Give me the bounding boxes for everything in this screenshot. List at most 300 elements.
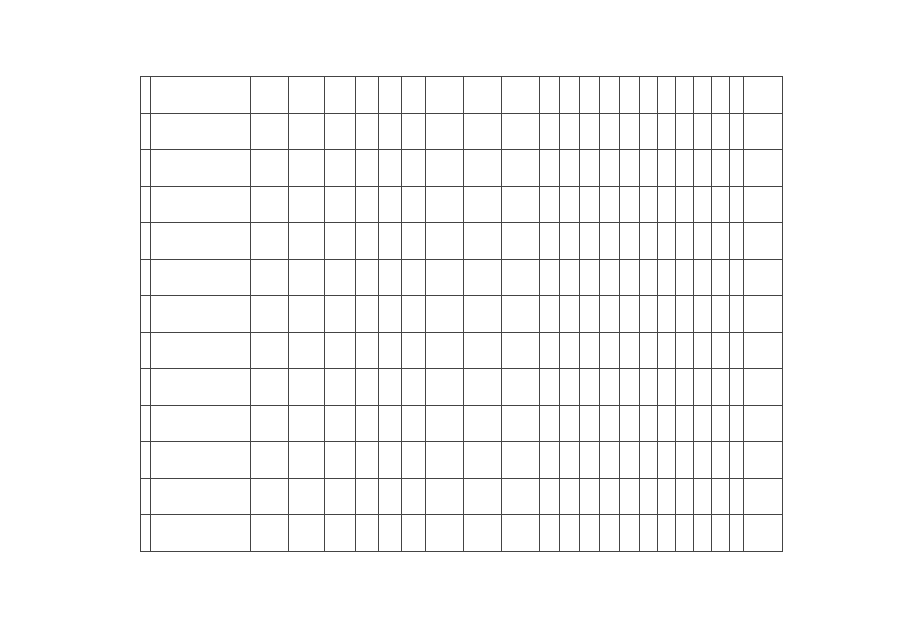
cell-col-19 — [676, 442, 694, 479]
cell-col-22 — [730, 332, 744, 369]
cell-col-14 — [580, 296, 600, 333]
cell-col-12 — [540, 150, 560, 187]
cell-col-22 — [730, 369, 744, 406]
cell-col-13 — [560, 332, 580, 369]
cell-col-19 — [676, 113, 694, 150]
cell-col-17 — [640, 515, 658, 552]
cell-col-21 — [712, 515, 730, 552]
cell-col-15 — [600, 223, 620, 260]
cell-col-18 — [658, 478, 676, 515]
cell-col-10 — [464, 515, 502, 552]
cell-row-number — [141, 150, 151, 187]
cell-col-10 — [464, 332, 502, 369]
cell-col-13 — [560, 113, 580, 150]
cell-col-8 — [402, 186, 426, 223]
cell-col-10 — [464, 186, 502, 223]
cell-category — [251, 369, 289, 406]
cell-col-10 — [464, 369, 502, 406]
cell-col-5 — [325, 150, 356, 187]
cell-col-15 — [600, 77, 620, 114]
cell-col-7 — [379, 186, 402, 223]
cell-col-15 — [600, 405, 620, 442]
cell-category — [251, 478, 289, 515]
cell-col-6 — [356, 223, 379, 260]
cell-col-12 — [540, 113, 560, 150]
cell-description — [289, 77, 325, 114]
cell-col-9 — [426, 515, 464, 552]
cell-col-5 — [325, 259, 356, 296]
cell-col-19 — [676, 259, 694, 296]
cell-category — [251, 223, 289, 260]
cell-row-number — [141, 332, 151, 369]
cell-col-12 — [540, 259, 560, 296]
cell-col-16 — [620, 186, 640, 223]
cell-col-19 — [676, 405, 694, 442]
cell-col-18 — [658, 405, 676, 442]
cell-col-6 — [356, 478, 379, 515]
cell-col-22 — [730, 150, 744, 187]
cell-address — [151, 369, 251, 406]
cell-col-23 — [744, 77, 783, 114]
cell-col-21 — [712, 223, 730, 260]
cell-col-7 — [379, 259, 402, 296]
cell-col-15 — [600, 259, 620, 296]
cell-description — [289, 478, 325, 515]
cell-col-16 — [620, 113, 640, 150]
cell-address — [151, 442, 251, 479]
cell-col-20 — [694, 77, 712, 114]
cell-col-19 — [676, 369, 694, 406]
cell-col-9 — [426, 259, 464, 296]
cell-col-21 — [712, 405, 730, 442]
cell-col-16 — [620, 150, 640, 187]
cell-col-20 — [694, 259, 712, 296]
cell-col-16 — [620, 296, 640, 333]
cell-col-14 — [580, 332, 600, 369]
cell-col-9 — [426, 442, 464, 479]
cell-col-17 — [640, 478, 658, 515]
cell-col-14 — [580, 113, 600, 150]
cell-col-12 — [540, 442, 560, 479]
cell-col-11 — [502, 405, 540, 442]
cell-col-11 — [502, 332, 540, 369]
cell-col-5 — [325, 478, 356, 515]
cell-col-14 — [580, 186, 600, 223]
cell-address — [151, 405, 251, 442]
cell-col-9 — [426, 186, 464, 223]
cell-col-19 — [676, 515, 694, 552]
cell-description — [289, 369, 325, 406]
cell-col-11 — [502, 369, 540, 406]
cell-category — [251, 259, 289, 296]
cell-col-21 — [712, 369, 730, 406]
cell-col-10 — [464, 442, 502, 479]
cell-col-5 — [325, 405, 356, 442]
cell-col-6 — [356, 296, 379, 333]
cell-col-13 — [560, 259, 580, 296]
cell-col-7 — [379, 442, 402, 479]
cell-row-number — [141, 186, 151, 223]
cell-col-12 — [540, 515, 560, 552]
cell-col-8 — [402, 296, 426, 333]
cell-col-11 — [502, 113, 540, 150]
cell-col-14 — [580, 478, 600, 515]
cell-col-18 — [658, 296, 676, 333]
cell-col-11 — [502, 150, 540, 187]
cell-col-17 — [640, 223, 658, 260]
cell-col-22 — [730, 515, 744, 552]
cell-col-12 — [540, 369, 560, 406]
cell-row-number — [141, 369, 151, 406]
cell-col-16 — [620, 405, 640, 442]
cell-category — [251, 77, 289, 114]
cell-col-13 — [560, 369, 580, 406]
cell-row-number — [141, 296, 151, 333]
table-row — [141, 369, 783, 406]
cell-col-20 — [694, 332, 712, 369]
cell-category — [251, 113, 289, 150]
cell-col-13 — [560, 442, 580, 479]
cell-col-10 — [464, 296, 502, 333]
cell-col-19 — [676, 296, 694, 333]
cell-col-18 — [658, 150, 676, 187]
cell-col-8 — [402, 150, 426, 187]
cell-col-19 — [676, 186, 694, 223]
cell-col-14 — [580, 150, 600, 187]
cell-col-14 — [580, 77, 600, 114]
cell-col-18 — [658, 369, 676, 406]
cell-col-12 — [540, 405, 560, 442]
cell-col-6 — [356, 332, 379, 369]
cell-col-22 — [730, 478, 744, 515]
cell-col-19 — [676, 332, 694, 369]
cell-col-10 — [464, 150, 502, 187]
cell-col-23 — [744, 369, 783, 406]
cell-col-21 — [712, 113, 730, 150]
cell-col-22 — [730, 296, 744, 333]
table-row — [141, 150, 783, 187]
cell-col-6 — [356, 369, 379, 406]
cell-col-14 — [580, 515, 600, 552]
cell-col-9 — [426, 405, 464, 442]
cell-col-10 — [464, 223, 502, 260]
cell-col-23 — [744, 478, 783, 515]
cell-col-22 — [730, 223, 744, 260]
cell-col-18 — [658, 442, 676, 479]
cell-col-7 — [379, 405, 402, 442]
cell-col-21 — [712, 332, 730, 369]
cell-col-14 — [580, 369, 600, 406]
cell-col-8 — [402, 259, 426, 296]
cell-col-19 — [676, 478, 694, 515]
cell-col-6 — [356, 515, 379, 552]
cell-col-11 — [502, 515, 540, 552]
cell-row-number — [141, 515, 151, 552]
cell-col-5 — [325, 77, 356, 114]
cell-col-5 — [325, 442, 356, 479]
cell-col-13 — [560, 296, 580, 333]
cell-col-12 — [540, 296, 560, 333]
cell-col-6 — [356, 259, 379, 296]
cell-col-21 — [712, 296, 730, 333]
cell-col-13 — [560, 186, 580, 223]
register-table-body — [141, 77, 783, 552]
cell-col-8 — [402, 223, 426, 260]
cell-col-5 — [325, 369, 356, 406]
cell-col-20 — [694, 296, 712, 333]
cell-col-23 — [744, 296, 783, 333]
cell-col-8 — [402, 369, 426, 406]
cell-col-21 — [712, 478, 730, 515]
cell-col-6 — [356, 405, 379, 442]
cell-col-18 — [658, 113, 676, 150]
cell-col-18 — [658, 332, 676, 369]
cell-col-19 — [676, 77, 694, 114]
cell-col-13 — [560, 478, 580, 515]
table-row — [141, 442, 783, 479]
cell-address — [151, 223, 251, 260]
cell-category — [251, 332, 289, 369]
table-row — [141, 478, 783, 515]
cell-row-number — [141, 442, 151, 479]
cell-address — [151, 186, 251, 223]
cell-col-22 — [730, 77, 744, 114]
cell-col-18 — [658, 259, 676, 296]
cell-row-number — [141, 223, 151, 260]
cell-col-18 — [658, 223, 676, 260]
cell-col-7 — [379, 223, 402, 260]
cell-col-16 — [620, 515, 640, 552]
cell-col-7 — [379, 515, 402, 552]
cell-col-18 — [658, 77, 676, 114]
cell-col-11 — [502, 223, 540, 260]
cell-col-22 — [730, 186, 744, 223]
cell-col-11 — [502, 259, 540, 296]
cell-col-22 — [730, 113, 744, 150]
cell-col-14 — [580, 259, 600, 296]
cell-col-10 — [464, 405, 502, 442]
cell-col-16 — [620, 442, 640, 479]
cell-col-12 — [540, 478, 560, 515]
table-row — [141, 515, 783, 552]
cell-row-number — [141, 77, 151, 114]
cell-col-15 — [600, 113, 620, 150]
cell-col-20 — [694, 515, 712, 552]
cell-description — [289, 515, 325, 552]
cell-col-5 — [325, 296, 356, 333]
cell-col-7 — [379, 332, 402, 369]
cell-col-23 — [744, 223, 783, 260]
cell-col-8 — [402, 113, 426, 150]
cell-col-16 — [620, 332, 640, 369]
cell-col-14 — [580, 442, 600, 479]
cell-category — [251, 150, 289, 187]
cell-col-11 — [502, 296, 540, 333]
cell-col-16 — [620, 223, 640, 260]
cell-col-13 — [560, 515, 580, 552]
cell-col-15 — [600, 150, 620, 187]
cell-col-12 — [540, 77, 560, 114]
table-row — [141, 77, 783, 114]
cell-description — [289, 296, 325, 333]
cell-col-14 — [580, 405, 600, 442]
cell-category — [251, 515, 289, 552]
cell-col-9 — [426, 478, 464, 515]
cell-description — [289, 332, 325, 369]
cell-col-7 — [379, 150, 402, 187]
table-row — [141, 223, 783, 260]
cell-row-number — [141, 478, 151, 515]
cell-col-20 — [694, 186, 712, 223]
cell-address — [151, 296, 251, 333]
table-row — [141, 113, 783, 150]
cell-col-13 — [560, 150, 580, 187]
cell-col-6 — [356, 442, 379, 479]
cell-description — [289, 442, 325, 479]
cell-col-21 — [712, 150, 730, 187]
cell-address — [151, 113, 251, 150]
cell-col-17 — [640, 77, 658, 114]
cell-col-5 — [325, 113, 356, 150]
cell-row-number — [141, 405, 151, 442]
cell-col-8 — [402, 405, 426, 442]
cell-col-20 — [694, 369, 712, 406]
cell-col-10 — [464, 113, 502, 150]
cell-col-23 — [744, 405, 783, 442]
cell-col-15 — [600, 186, 620, 223]
cell-col-7 — [379, 296, 402, 333]
cell-description — [289, 405, 325, 442]
cell-col-11 — [502, 442, 540, 479]
cell-col-7 — [379, 478, 402, 515]
table-row — [141, 186, 783, 223]
cell-description — [289, 223, 325, 260]
cell-col-7 — [379, 77, 402, 114]
cell-col-17 — [640, 296, 658, 333]
cell-col-22 — [730, 405, 744, 442]
register-table — [140, 76, 783, 552]
cell-col-14 — [580, 223, 600, 260]
cell-col-11 — [502, 478, 540, 515]
cell-col-5 — [325, 515, 356, 552]
cell-col-6 — [356, 77, 379, 114]
cell-col-16 — [620, 478, 640, 515]
cell-col-20 — [694, 223, 712, 260]
cell-address — [151, 150, 251, 187]
cell-col-8 — [402, 478, 426, 515]
cell-col-23 — [744, 442, 783, 479]
cell-col-8 — [402, 515, 426, 552]
cell-col-17 — [640, 405, 658, 442]
cell-col-10 — [464, 478, 502, 515]
cell-col-15 — [600, 332, 620, 369]
cell-col-20 — [694, 442, 712, 479]
cell-description — [289, 259, 325, 296]
cell-col-17 — [640, 186, 658, 223]
cell-col-10 — [464, 259, 502, 296]
cell-col-17 — [640, 442, 658, 479]
cell-col-17 — [640, 150, 658, 187]
cell-col-23 — [744, 113, 783, 150]
cell-col-13 — [560, 405, 580, 442]
table-row — [141, 259, 783, 296]
cell-description — [289, 113, 325, 150]
cell-col-18 — [658, 515, 676, 552]
cell-col-23 — [744, 332, 783, 369]
cell-col-16 — [620, 77, 640, 114]
cell-col-9 — [426, 296, 464, 333]
cell-address — [151, 259, 251, 296]
cell-col-17 — [640, 113, 658, 150]
cell-col-20 — [694, 150, 712, 187]
cell-row-number — [141, 113, 151, 150]
cell-col-15 — [600, 369, 620, 406]
cell-col-11 — [502, 77, 540, 114]
cell-col-7 — [379, 113, 402, 150]
cell-col-9 — [426, 113, 464, 150]
cell-col-9 — [426, 77, 464, 114]
cell-description — [289, 186, 325, 223]
cell-col-19 — [676, 223, 694, 260]
cell-col-18 — [658, 186, 676, 223]
cell-col-23 — [744, 259, 783, 296]
cell-address — [151, 332, 251, 369]
cell-address — [151, 515, 251, 552]
cell-col-5 — [325, 223, 356, 260]
cell-col-23 — [744, 515, 783, 552]
cell-col-15 — [600, 296, 620, 333]
cell-col-22 — [730, 442, 744, 479]
cell-col-17 — [640, 369, 658, 406]
cell-col-16 — [620, 369, 640, 406]
cell-col-21 — [712, 259, 730, 296]
cell-col-16 — [620, 259, 640, 296]
cell-col-20 — [694, 113, 712, 150]
cell-col-17 — [640, 332, 658, 369]
cell-col-6 — [356, 150, 379, 187]
cell-row-number — [141, 259, 151, 296]
cell-col-21 — [712, 442, 730, 479]
cell-col-12 — [540, 186, 560, 223]
cell-description — [289, 150, 325, 187]
cell-col-13 — [560, 223, 580, 260]
cell-col-12 — [540, 332, 560, 369]
cell-category — [251, 442, 289, 479]
cell-col-9 — [426, 332, 464, 369]
cell-col-20 — [694, 478, 712, 515]
cell-col-23 — [744, 150, 783, 187]
cell-col-15 — [600, 442, 620, 479]
cell-col-8 — [402, 442, 426, 479]
table-row — [141, 332, 783, 369]
table-row — [141, 296, 783, 333]
cell-col-5 — [325, 186, 356, 223]
cell-col-6 — [356, 113, 379, 150]
cell-col-8 — [402, 77, 426, 114]
cell-col-8 — [402, 332, 426, 369]
cell-col-11 — [502, 186, 540, 223]
cell-col-12 — [540, 223, 560, 260]
cell-address — [151, 77, 251, 114]
cell-col-10 — [464, 77, 502, 114]
cell-col-5 — [325, 332, 356, 369]
cell-col-17 — [640, 259, 658, 296]
cell-col-19 — [676, 150, 694, 187]
cell-col-9 — [426, 223, 464, 260]
cell-col-9 — [426, 369, 464, 406]
table-row — [141, 405, 783, 442]
cell-category — [251, 296, 289, 333]
